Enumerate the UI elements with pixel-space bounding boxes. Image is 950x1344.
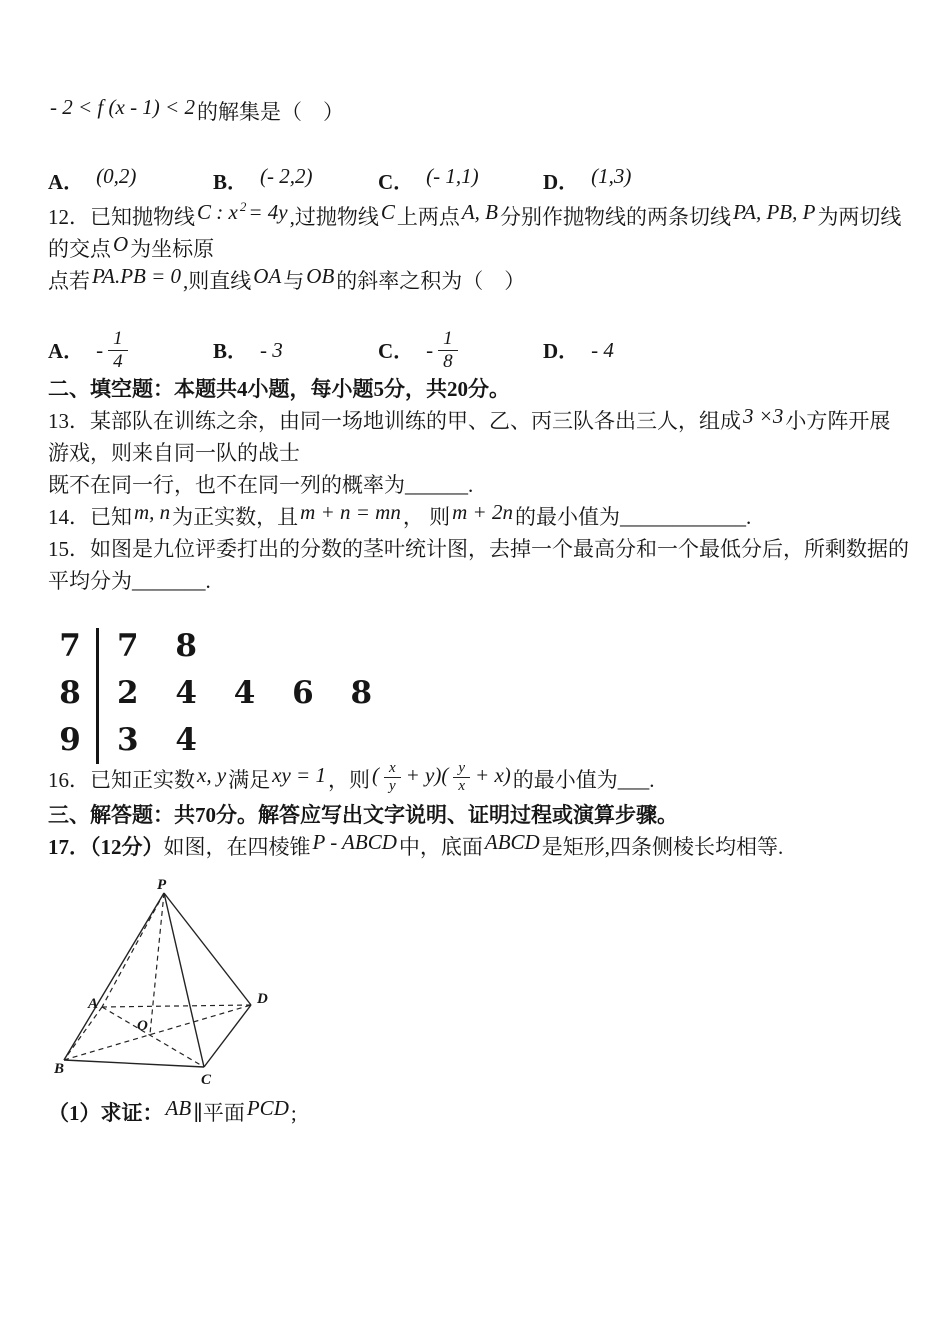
q11-option-d [543,163,708,196]
q12-option-b [213,335,378,365]
section2-header: 二、填空题：本题共4小题，每小题5分，共20分。 [48,377,510,401]
q14-math-m-plus-n: m + n = mn [300,500,401,524]
parallel-symbol: ∥ [193,1101,203,1126]
vertex-label-d: D [257,991,268,1008]
q16-expression [370,759,513,794]
q12-math-o: O [113,232,129,256]
edge-bc [64,1060,204,1067]
q14-text: 的最小值为____________. [514,505,752,529]
part1-label: （1）求证： [48,1101,164,1126]
edge-pa-hidden [102,893,164,1007]
part1-math-ab: AB [165,1096,192,1121]
pyramid-figure [54,877,306,1091]
close-paren: + x) [475,763,511,787]
q11-option-a-label: A． [48,170,85,194]
q12-option-c-sign: - [426,337,434,362]
q11-option-c-value: (- 1,1) [426,163,479,188]
fraction-numerator: 1 [113,327,123,349]
q14-math-m-plus-2n: m + 2n [452,500,513,524]
q12-text: ,过抛物线 [289,205,379,229]
q12-option-c [378,328,543,373]
vertex-label-b: B [54,1061,65,1078]
q13-line2: 既不在同一行，也不在同一列的概率为______. [48,473,474,497]
pyramid-solid-edges [64,893,251,1067]
q17-text: 是矩形,四条侧棱长均相等. [541,835,784,860]
fraction-numerator: y [458,760,466,777]
fraction-numerator: 1 [443,327,453,349]
q11-option-b-label: B． [213,170,249,194]
q14-text: ， 则 [402,505,451,529]
q12-text: 12．已知抛物线 [48,205,195,229]
vertex-label-p: P [157,877,167,894]
q13-text: 小方阵开展游戏，则来自同一队的战士 [48,409,891,465]
leaf-values: 3 4 [117,722,197,758]
q11-option-c-label: C． [378,170,415,194]
q12-option-b-label: B． [213,339,249,363]
q12-option-a-fraction [108,328,128,373]
q12-text: ,则直线 [183,269,252,293]
q11-option-a [48,163,213,196]
q12-math-ab: A, B [461,200,498,224]
q17-figure-container [54,877,910,1097]
q17-number: 17．（12分） [48,835,164,860]
q11-option-a-value: (0,2) [96,163,137,188]
q12-text: 点若 [48,269,90,293]
stem-leaf-plot [56,623,910,764]
q17-text: 中，底面 [398,835,483,860]
q17-math-p-abcd: P - ABCD [312,830,397,855]
leaf-values: 7 8 [117,628,197,664]
fraction-denominator: 8 [438,350,458,373]
middle-terms: + y)( [405,763,449,787]
q12-text: 与 [283,269,305,293]
q11-option-c [378,163,543,196]
q12-option-a [48,328,213,373]
part1-punctuation: ; [290,1101,297,1126]
edge-ab-hidden [64,1007,102,1060]
fraction-denominator: x [453,777,470,795]
q17-text: 如图，在四棱锥 [163,835,311,860]
q12-math-oa: OA [253,264,282,288]
open-paren: ( [371,763,379,787]
stem-column [56,623,84,764]
stem-value: 9 [59,722,81,758]
section3-header: 三、解答题：共70分。解答应写出文字说明、证明过程或演算步骤。 [48,803,678,828]
q12-option-c-fraction [438,328,458,373]
q16-line [48,760,910,799]
edge-cd [204,1005,251,1067]
q12-option-c-label: C． [378,339,415,363]
vertex-label-c: C [201,1072,212,1089]
q16-text: 16．已知正实数 [48,768,195,792]
q12-text: 上两点 [396,205,460,229]
q12-math-ob: OB [306,264,335,288]
q12-options-row [48,327,910,373]
edge-ad-hidden [102,1005,251,1007]
q12-math-pa-pb-p: PA, PB, P [733,200,816,224]
q12-option-b-value: - 3 [260,337,283,362]
q12-math-4y: = 4y [248,200,288,224]
q15-line: 15．如图是九位评委打出的分数的茎叶统计图，去掉一个最高分和一个最低分后，所剩数据的平均分为_______. [48,537,909,593]
q12-text: 分别作抛物线的两条切线 [500,205,731,229]
q16-fraction-2 [453,760,470,794]
stem-value: 7 [59,628,81,664]
vertex-labels [54,877,268,1088]
part1-text: 平面 [202,1101,245,1126]
q14-text: 为正实数，且 [172,505,299,529]
q12-line1 [48,196,910,265]
q16-text: ，则 [327,768,370,792]
q12-text: 为坐标原 [130,237,215,261]
q14-line [48,501,910,533]
vertex-label-o: O [137,1018,148,1035]
q16-text: 满足 [228,768,271,792]
q17-math-abcd: ABCD [484,830,540,855]
q11-math-inequality: - 2 < f (x - 1) < 2 [50,95,195,119]
q13-math-3x3: 3 ×3 [743,404,784,428]
q12-exponent: 2 [239,199,247,214]
q11-option-d-label: D． [543,170,580,194]
q14-math-mn: m, n [134,500,171,524]
q12-line2 [48,265,910,297]
q12-option-a-sign: - [96,337,104,362]
q12-option-d-value: - 4 [591,337,614,362]
leaf-values: 2 4 4 6 8 [117,675,373,711]
q13-line1 [48,405,910,469]
q12-option-d [543,335,708,365]
q12-text: 为两切线的交点 [48,205,902,261]
q16-math-xy: x, y [197,763,227,787]
q11-options-row [48,163,910,196]
stem-value: 8 [59,675,81,711]
leaf-column [117,623,372,764]
q11-option-d-value: (1,3) [591,163,632,188]
q16-fraction-1 [384,760,401,794]
q12-math-c: C [380,200,395,224]
q17-line [48,831,910,863]
q13-text: 13．某部队在训练之余，由同一场地训练的甲、乙、丙三队各出三人，组成 [48,409,741,433]
q16-math-xy1: xy = 1 [272,763,326,787]
q12-math-parabola [195,191,290,228]
stem-leaf-divider [96,628,99,764]
q12-text: 的斜率之积为（ ） [336,269,526,293]
part1-math-pcd: PCD [246,1096,289,1121]
q12-math-papb: PA.PB = 0 [92,264,182,288]
q12-option-d-label: D． [543,339,580,363]
q11-option-b-value: (- 2,2) [260,163,313,188]
q17-part1-line [48,1097,910,1129]
q12-math-c-x: C : x [197,200,238,224]
q14-text: 14．已知 [48,505,132,529]
vertex-label-a: A [88,996,99,1013]
q11-stem-text: 的解集是（ ） [196,100,344,124]
q11-stem-line [48,96,910,128]
diagonal-ac [102,1007,204,1067]
fraction-numerator: x [388,760,396,777]
fraction-denominator: 4 [108,350,128,373]
fraction-denominator: y [384,777,401,795]
q12-option-a-label: A． [48,339,85,363]
q16-text: 的最小值为___. [512,768,655,792]
